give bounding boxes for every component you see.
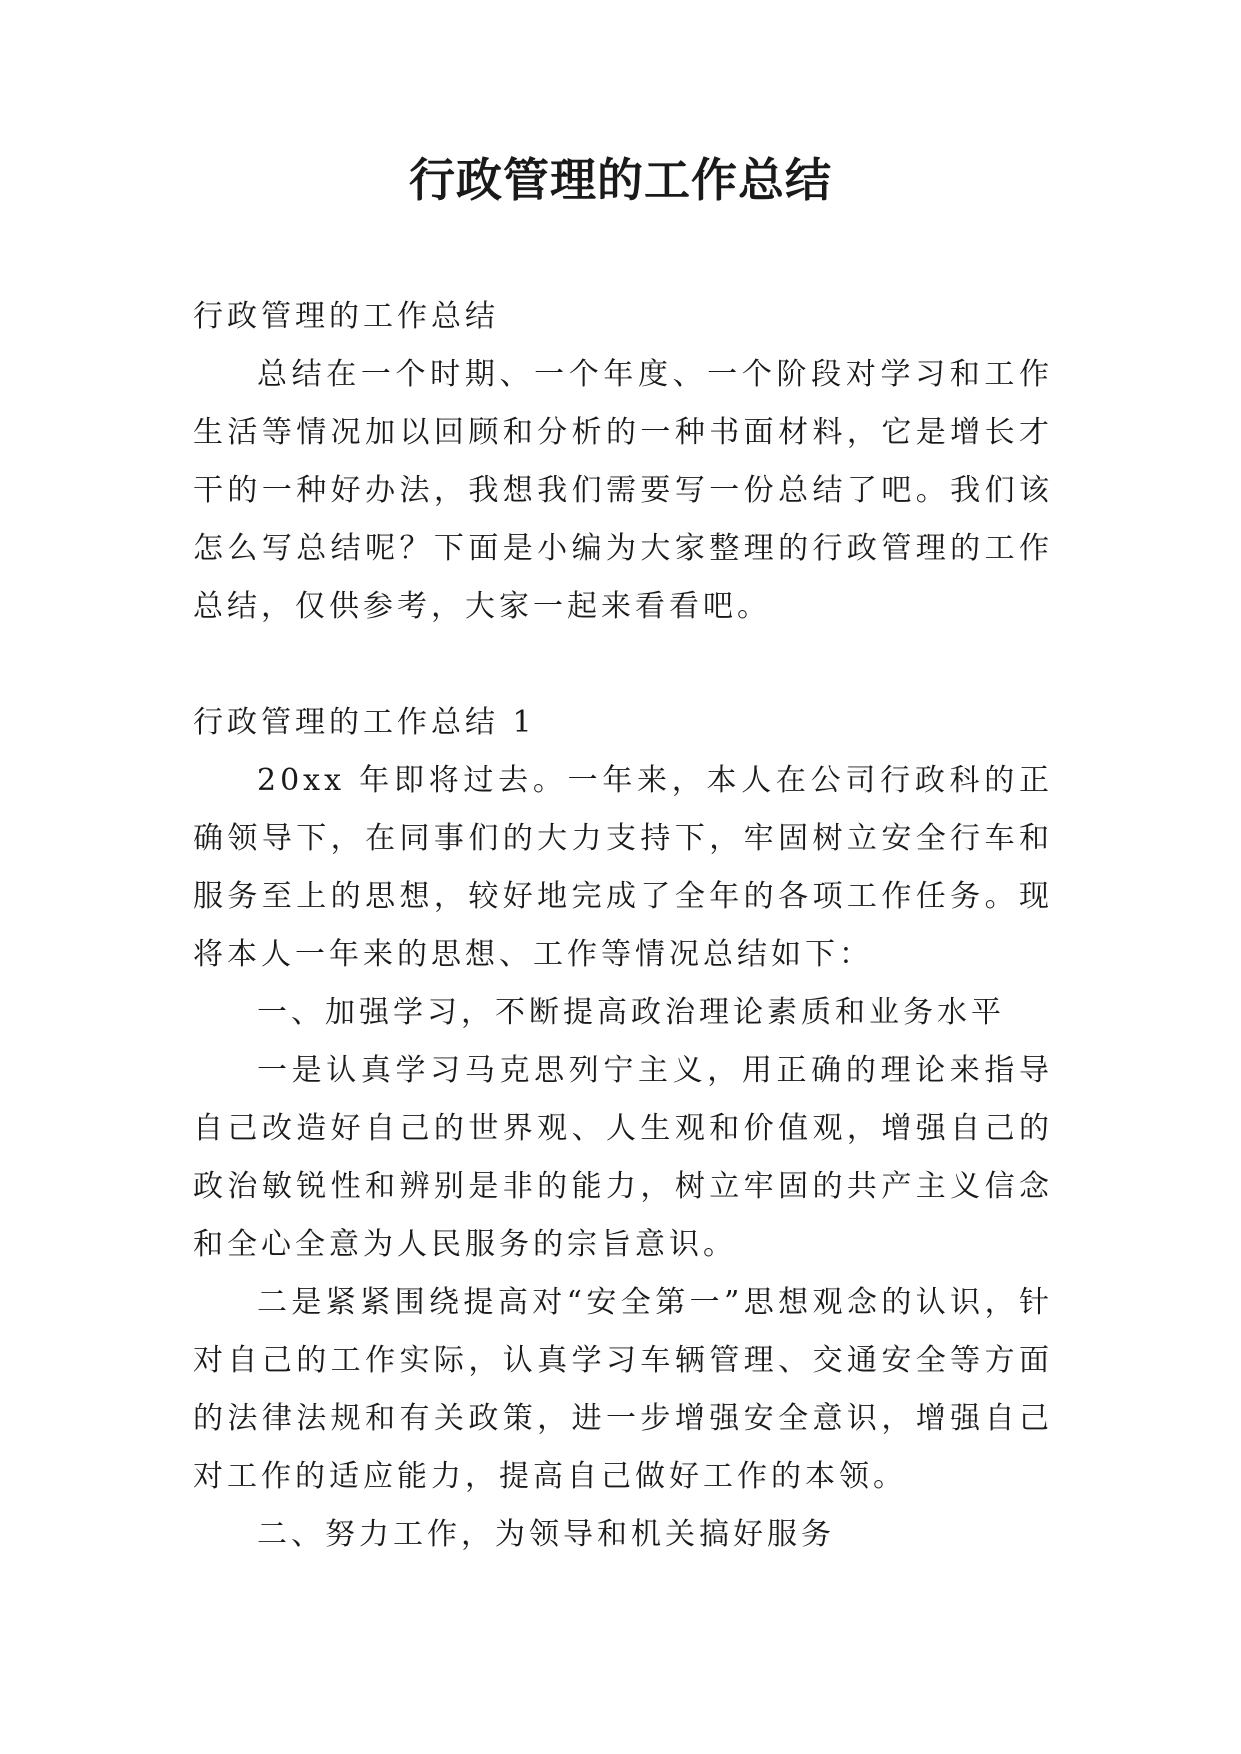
document-body [193,288,1053,1564]
section-heading-1: 行政管理的工作总结 1 [193,705,536,740]
document-title: 行政管理的工作总结 [409,153,832,207]
subheading-2: 二、努力工作，为领导和机关搞好服务 [257,1517,835,1552]
paragraph-spacer [193,636,1053,694]
subheading-1: 一、加强学习，不断提高政治理论素质和业务水平 [257,995,1005,1030]
body-paragraph: 二是紧紧围绕提高对“安全第一”思想观念的认识，针对自己的工作实际，认真学习车辆管理、交通安全等方面的法律法规和有关政策，进一步增强安全意识，增强自己对工作的适应能力，提高自己做好工作的本领。 [193,1285,1053,1494]
body-paragraph: 一是认真学习马克思列宁主义，用正确的理论来指导自己改造好自己的世界观、人生观和价值观，增强自己的政治敏锐性和辨别是非的能力，树立牢固的共产主义信念和全心全意为人民服务的宗旨意识。 [193,1053,1053,1262]
body-paragraph: 20xx 年即将过去。一年来，本人在公司行政科的正确领导下，在同事们的大力支持下，牢固树立安全行车和服务至上的思想，较好地完成了全年的各项工作任务。现将本人一年来的思想、工作等情况总结如下： [193,763,1053,972]
intro-paragraph: 总结在一个时期、一个年度、一个阶段对学习和工作生活等情况加以回顾和分析的一种书面材料，它是增长才干的一种好办法，我想我们需要写一份总结了吧。我们该怎么写总结呢？下面是小编为大家整理的行政管理的工作总结，仅供参考，大家一起来看看吧。 [193,357,1053,624]
section-heading-intro: 行政管理的工作总结 [193,299,499,334]
